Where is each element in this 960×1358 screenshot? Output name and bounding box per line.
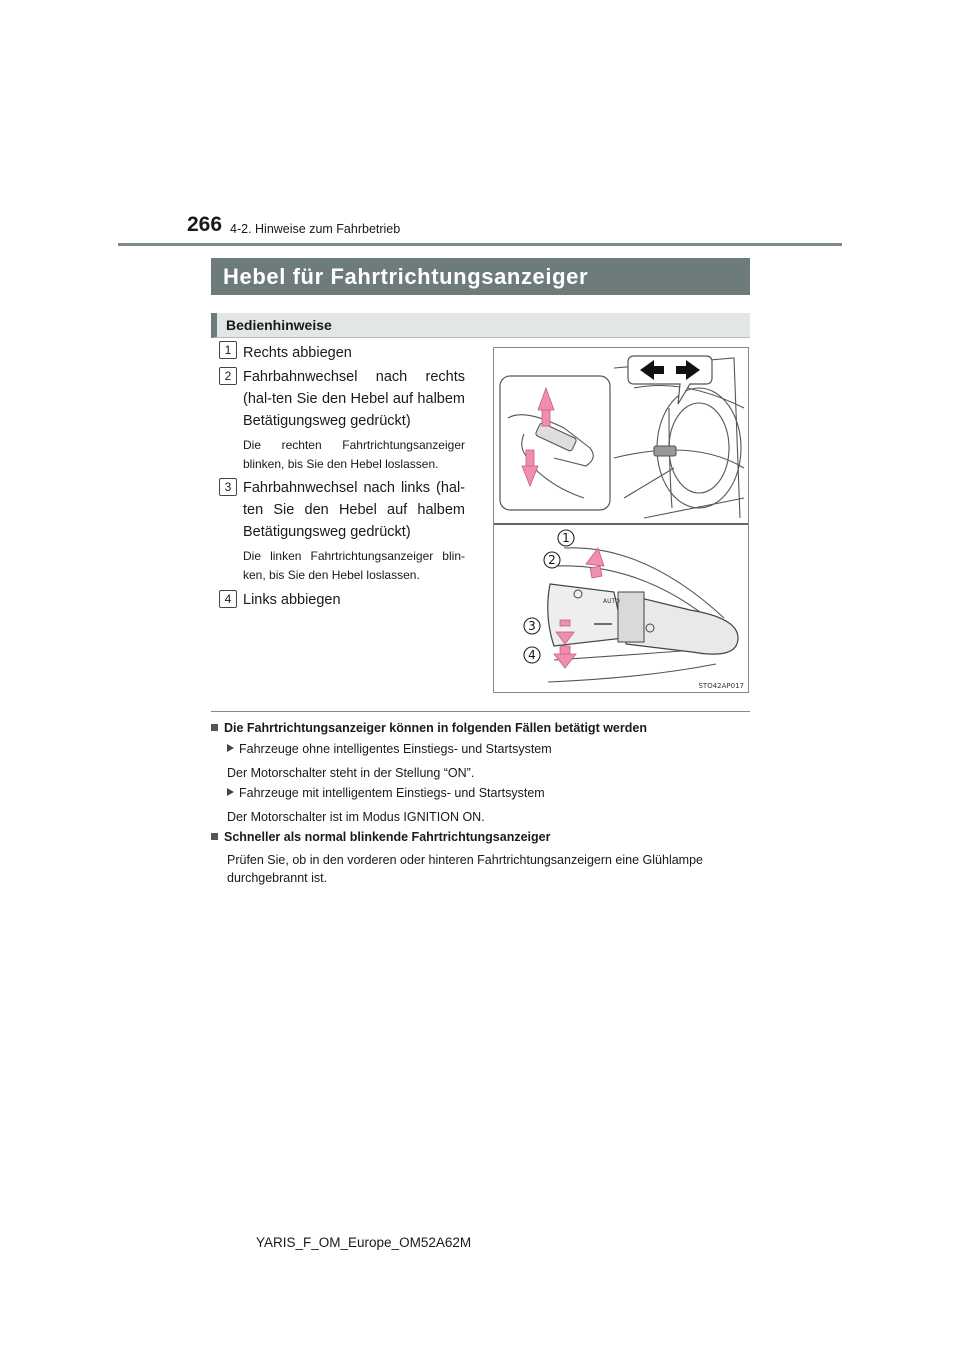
figure-code: STO42AP017 [698,682,744,690]
lever-drawing [494,348,749,693]
subheading: Bedienhinweise [211,313,750,338]
square-bullet-icon [211,724,218,731]
lever-illustration [493,347,749,693]
page-title: Hebel für Fahrtrichtungsanzeiger [211,258,750,295]
triangle-bullet-icon [227,744,234,752]
callout-2: 2 [548,553,556,567]
footer-doc-code: YARIS_F_OM_Europe_OM52A62M [256,1235,472,1250]
note-1-text-2: Der Motorschalter ist im Modus IGNITION ON. [227,810,485,824]
callout-4-arrow-icon [554,646,576,668]
note-1-text-1: Der Motorschalter steht in der Stellung “ON”. [227,766,475,780]
callout-1-arrow-icon [586,548,604,578]
note-2-heading: Schneller als normal blinkende Fahrtrichtungsanzeiger [211,830,550,844]
triangle-bullet-icon [227,788,234,796]
note-1-heading: Die Fahrtrichtungsanzeiger können in folgenden Fällen betätigt werden [211,721,647,735]
header-rule [118,243,842,246]
step-3-number: 3 [219,478,237,496]
callout-4: 4 [528,648,536,662]
section-divider [211,711,750,712]
step-1-number: 1 [219,341,237,359]
step-2-text: Fahrbahnwechsel nach rechts (hal-ten Sie den Hebel auf halbem Betätigungsweg gedrückt) [243,369,465,429]
step-2-note: Die rechten Fahrtrichtungsanzeiger blinken, bis Sie den Hebel loslassen. [243,438,465,471]
square-bullet-icon [211,833,218,840]
auto-label: AUTO [603,598,620,605]
page-number: 266 [187,213,223,236]
step-2-number: 2 [219,367,237,385]
callout-1: 1 [562,531,570,545]
note-1-bullet-2: Fahrzeuge mit intelligentem Einstiegs- und Startsystem [227,786,545,800]
step-3-text: Fahrbahnwechsel nach links (hal-ten Sie den Hebel auf halbem Betätigungsweg gedrückt) [243,480,465,540]
step-4-text: Links abbiegen [243,592,341,608]
note-1-bullet-1: Fahrzeuge ohne intelligentes Einstiegs- und Startsystem [227,742,552,756]
callout-3: 3 [528,619,536,633]
note-2-text: Prüfen Sie, ob in den vorderen oder hinteren Fahrtrichtungsanzeigern eine Glühlampe durchgebrannt ist. [227,853,703,885]
step-3-note: Die linken Fahrtrichtungsanzeiger blin-ken, bis Sie den Hebel loslassen. [243,549,465,582]
direction-bubble [628,356,712,404]
step-4-number: 4 [219,590,237,608]
section-path: 4-2. Hinweise zum Fahrbetrieb [230,222,401,236]
step-1-text: Rechts abbiegen [243,345,352,361]
